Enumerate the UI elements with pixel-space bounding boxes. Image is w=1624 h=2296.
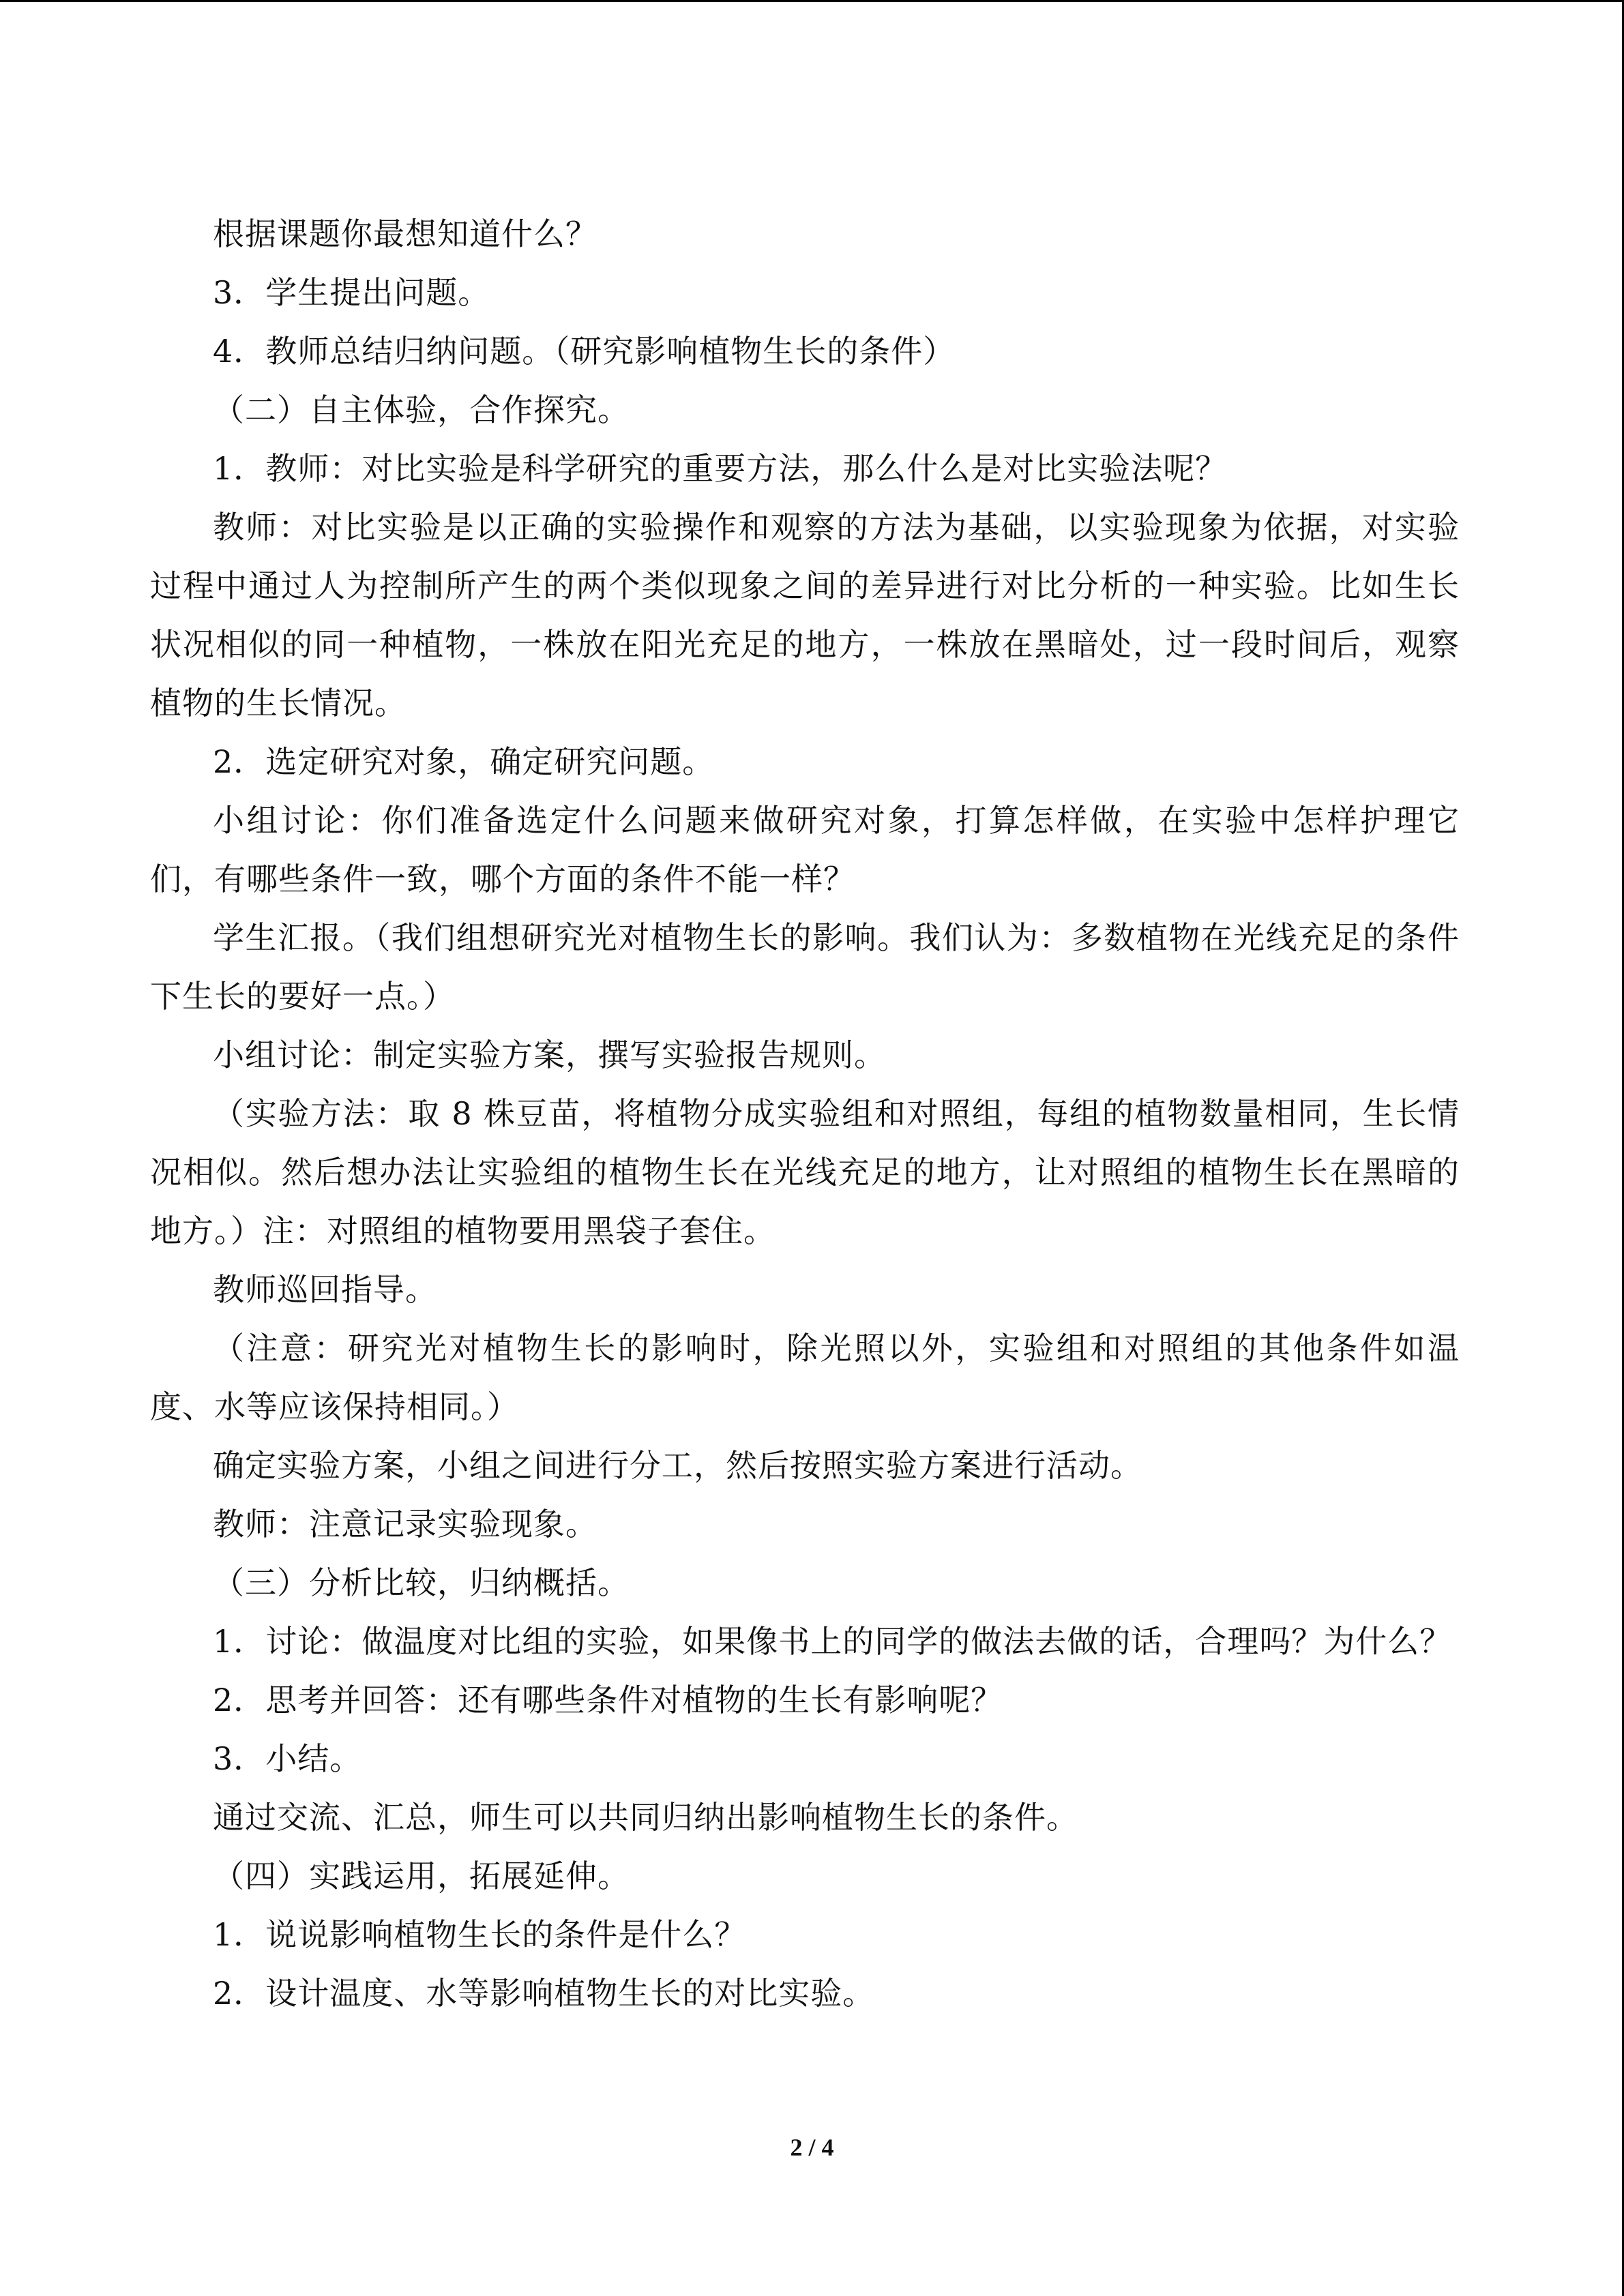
paragraph: （二）自主体验，合作探究。 xyxy=(213,391,630,428)
paragraph: 2．设计温度、水等影响植物生长的对比实验。 xyxy=(213,1975,875,2012)
paragraph: 4．教师总结归纳问题。（研究影响植物生长的条件） xyxy=(213,333,956,370)
paragraph: （注意：研究光对植物生长的影响时，除光照以外，实验组和对照组的其他条件如温度、水等应该保持相同。） xyxy=(150,1330,1460,1425)
document-body xyxy=(150,205,1460,2023)
paragraph: 确定实验方案，小组之间进行分工，然后按照实验方案进行活动。 xyxy=(213,1447,1142,1484)
paragraph: 教师巡回指导。 xyxy=(213,1271,437,1308)
paragraph: 小组讨论：你们准备选定什么问题来做研究对象，打算怎样做，在实验中怎样护理它们，有哪些条件一致，哪个方面的条件不能一样？ xyxy=(150,802,1460,897)
paragraph: 3．学生提出问题。 xyxy=(213,274,490,311)
paragraph: 1．说说影响植物生长的条件是什么？ xyxy=(213,1916,747,1953)
paragraph: 教师：注意记录实验现象。 xyxy=(213,1506,597,1542)
paragraph: 小组讨论：制定实验方案，撰写实验报告规则。 xyxy=(213,1037,886,1073)
paragraph: （四）实践运用，拓展延伸。 xyxy=(213,1858,630,1894)
paragraph: 学生汇报。（我们组想研究光对植物生长的影响。我们认为：多数植物在光线充足的条件下生长的要好一点。） xyxy=(150,919,1460,1015)
paragraph: （实验方法：取 8 株豆苗，将植物分成实验组和对照组，每组的植物数量相同，生长情况相似。然后想办法让实验组的植物生长在光线充足的地方，让对照组的植物生长在黑暗的地方。）注：对照组的植物要用黑袋子套住。 xyxy=(150,1095,1460,1249)
paragraph: 1．教师：对比实验是科学研究的重要方法，那么什么是对比实验法呢？ xyxy=(213,450,1228,487)
paragraph: 1．讨论：做温度对比组的实验，如果像书上的同学的做法去做的话，合理吗？为什么？ xyxy=(213,1623,1452,1660)
paragraph: 2．思考并回答：还有哪些条件对植物的生长有影响呢？ xyxy=(213,1682,1003,1718)
paragraph: 根据课题你最想知道什么？ xyxy=(213,215,597,252)
page-number: 2 / 4 xyxy=(790,2134,834,2161)
paragraph: 3．小结。 xyxy=(213,1740,362,1777)
paragraph: 2．选定研究对象，确定研究问题。 xyxy=(213,743,715,780)
paragraph: （三）分析比较，归纳概括。 xyxy=(213,1564,630,1601)
paragraph: 通过交流、汇总，师生可以共同归纳出影响植物生长的条件。 xyxy=(213,1799,1078,1836)
paragraph: 教师：对比实验是以正确的实验操作和观察的方法为基础，以实验现象为依据，对实验过程中通过人为控制所产生的两个类似现象之间的差异进行对比分析的一种实验。比如生长状况相似的同一种植物，一株放在阳光充足的地方，一株放在黑暗处，过一段时间后，观察植物的生长情况。 xyxy=(150,509,1460,721)
